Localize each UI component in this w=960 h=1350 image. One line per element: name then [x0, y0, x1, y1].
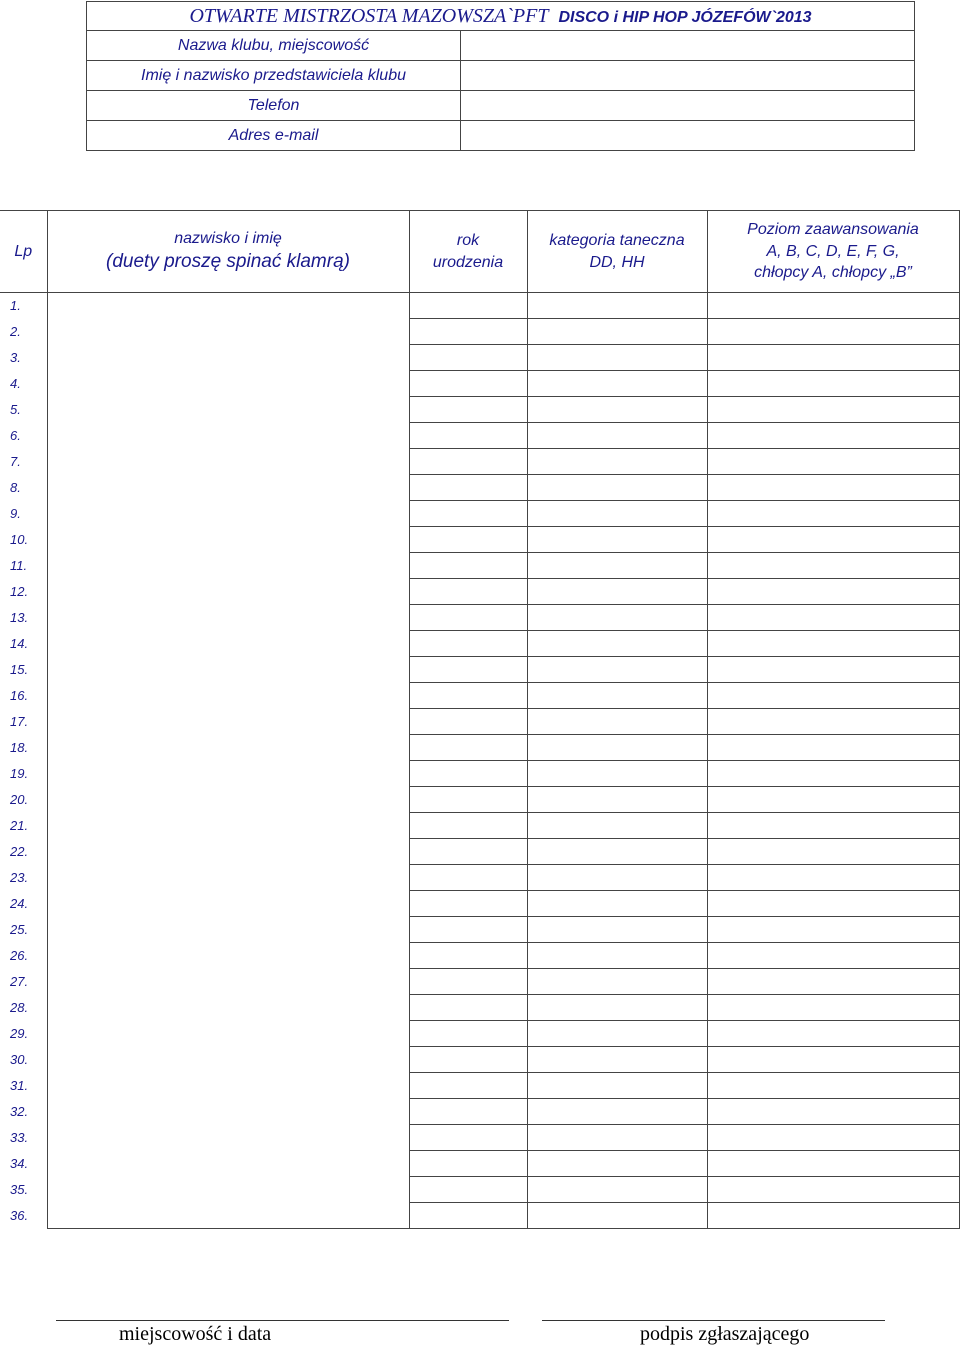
table-row	[0, 293, 959, 319]
birth-year-cell[interactable]	[409, 371, 527, 397]
birth-year-cell[interactable]	[409, 423, 527, 449]
name-cell[interactable]	[47, 761, 409, 787]
row-number: 26.	[0, 943, 47, 969]
level-cell[interactable]	[707, 501, 959, 527]
name-cell[interactable]	[47, 1047, 409, 1073]
name-cell[interactable]	[47, 423, 409, 449]
dance-category-cell[interactable]	[527, 865, 707, 891]
level-cell[interactable]	[707, 943, 959, 969]
table-row	[0, 761, 959, 787]
table-row	[0, 969, 959, 995]
name-cell[interactable]	[47, 917, 409, 943]
col-header-level-line3: chłopcy A, chłopcy „B”	[754, 264, 912, 282]
dance-category-cell[interactable]	[527, 891, 707, 917]
row-number: 15.	[0, 657, 47, 683]
birth-year-cell[interactable]	[409, 475, 527, 501]
name-cell[interactable]	[47, 1151, 409, 1177]
name-cell[interactable]	[47, 345, 409, 371]
table-row	[0, 1099, 959, 1125]
col-header-category-line2: DD, HH	[589, 253, 645, 271]
row-number: 3.	[0, 345, 47, 371]
birth-year-cell[interactable]	[409, 1047, 527, 1073]
name-cell[interactable]	[47, 735, 409, 761]
dance-category-cell[interactable]	[527, 839, 707, 865]
dance-category-cell[interactable]	[527, 1203, 707, 1229]
dance-category-cell[interactable]	[527, 917, 707, 943]
level-cell[interactable]	[707, 865, 959, 891]
level-cell[interactable]	[707, 917, 959, 943]
row-number: 24.	[0, 891, 47, 917]
name-cell[interactable]	[47, 813, 409, 839]
table-row	[0, 839, 959, 865]
birth-year-cell[interactable]	[409, 449, 527, 475]
participants-table	[0, 210, 960, 1229]
level-cell[interactable]	[707, 1021, 959, 1047]
level-cell[interactable]	[707, 1151, 959, 1177]
birth-year-cell[interactable]	[409, 813, 527, 839]
row-number: 2.	[0, 319, 47, 345]
table-row	[0, 631, 959, 657]
table-row	[0, 1021, 959, 1047]
birth-year-cell[interactable]	[409, 605, 527, 631]
table-row	[0, 683, 959, 709]
birth-year-cell[interactable]	[409, 319, 527, 345]
col-header-level-line2: A, B, C, D, E, F, G,	[766, 242, 900, 260]
name-cell[interactable]	[47, 631, 409, 657]
name-cell[interactable]	[47, 865, 409, 891]
row-number: 21.	[0, 813, 47, 839]
dance-category-cell[interactable]	[527, 605, 707, 631]
level-cell[interactable]	[707, 1125, 959, 1151]
level-cell[interactable]	[707, 891, 959, 917]
col-header-name	[47, 211, 409, 293]
col-header-year-line2: urodzenia	[432, 253, 504, 271]
row-number: 22.	[0, 839, 47, 865]
birth-year-cell[interactable]	[409, 761, 527, 787]
row-number: 36.	[0, 1203, 47, 1229]
col-header-level	[707, 211, 959, 293]
dance-category-cell[interactable]	[527, 631, 707, 657]
club-name-field[interactable]	[461, 31, 915, 61]
birth-year-cell[interactable]	[409, 683, 527, 709]
dance-category-cell[interactable]	[527, 345, 707, 371]
dance-category-cell[interactable]	[527, 319, 707, 345]
level-cell[interactable]	[707, 1047, 959, 1073]
birth-year-cell[interactable]	[409, 787, 527, 813]
name-cell[interactable]	[47, 1177, 409, 1203]
participants-body	[0, 293, 959, 1229]
col-header-year-line1: rok	[456, 231, 480, 249]
level-cell[interactable]	[707, 475, 959, 501]
name-cell[interactable]	[47, 787, 409, 813]
birth-year-cell[interactable]	[409, 969, 527, 995]
name-cell[interactable]	[47, 995, 409, 1021]
dance-category-cell[interactable]	[527, 943, 707, 969]
birth-year-cell[interactable]	[409, 657, 527, 683]
name-cell[interactable]	[47, 969, 409, 995]
name-cell[interactable]	[47, 475, 409, 501]
table-row	[0, 501, 959, 527]
dance-category-cell[interactable]	[527, 657, 707, 683]
table-row	[0, 579, 959, 605]
birth-year-cell[interactable]	[409, 527, 527, 553]
dance-category-cell[interactable]	[527, 527, 707, 553]
table-row	[0, 917, 959, 943]
level-cell[interactable]	[707, 449, 959, 475]
birth-year-cell[interactable]	[409, 709, 527, 735]
birth-year-cell[interactable]	[409, 501, 527, 527]
level-cell[interactable]	[707, 1203, 959, 1229]
table-row	[0, 943, 959, 969]
col-header-name-line2: (duety proszę spinać klamrą)	[106, 251, 350, 273]
table-row	[0, 1047, 959, 1073]
birth-year-cell[interactable]	[409, 891, 527, 917]
table-row	[0, 787, 959, 813]
dance-category-cell[interactable]	[527, 1099, 707, 1125]
table-row	[0, 995, 959, 1021]
row-number: 34.	[0, 1151, 47, 1177]
birth-year-cell[interactable]	[409, 1151, 527, 1177]
name-cell[interactable]	[47, 1073, 409, 1099]
dance-category-cell[interactable]	[527, 995, 707, 1021]
birth-year-cell[interactable]	[409, 995, 527, 1021]
col-header-lp	[0, 211, 47, 293]
birth-year-cell[interactable]	[409, 1125, 527, 1151]
dance-category-cell[interactable]	[527, 579, 707, 605]
name-cell[interactable]	[47, 579, 409, 605]
dance-category-cell[interactable]	[527, 1177, 707, 1203]
row-number: 20.	[0, 787, 47, 813]
row-number: 32.	[0, 1099, 47, 1125]
level-cell[interactable]	[707, 683, 959, 709]
table-row	[0, 553, 959, 579]
row-number: 9.	[0, 501, 47, 527]
level-cell[interactable]	[707, 735, 959, 761]
name-cell[interactable]	[47, 449, 409, 475]
name-cell[interactable]	[47, 605, 409, 631]
table-row	[0, 813, 959, 839]
row-number: 11.	[0, 553, 47, 579]
col-header-lp-label: Lp	[14, 242, 33, 260]
row-number: 35.	[0, 1177, 47, 1203]
dance-category-cell[interactable]	[527, 813, 707, 839]
name-cell[interactable]	[47, 1125, 409, 1151]
table-row	[0, 891, 959, 917]
row-number: 12.	[0, 579, 47, 605]
name-cell[interactable]	[47, 319, 409, 345]
dance-category-cell[interactable]	[527, 397, 707, 423]
table-row	[0, 1073, 959, 1099]
dance-category-cell[interactable]	[527, 683, 707, 709]
dance-category-cell[interactable]	[527, 1073, 707, 1099]
birth-year-cell[interactable]	[409, 553, 527, 579]
phone-field[interactable]	[461, 91, 915, 121]
table-row	[0, 865, 959, 891]
table-row	[0, 475, 959, 501]
dance-category-cell[interactable]	[527, 1151, 707, 1177]
table-row	[0, 657, 959, 683]
name-cell[interactable]	[47, 397, 409, 423]
birth-year-cell[interactable]	[409, 735, 527, 761]
level-cell[interactable]	[707, 579, 959, 605]
level-cell[interactable]	[707, 631, 959, 657]
level-cell[interactable]	[707, 761, 959, 787]
birth-year-cell[interactable]	[409, 579, 527, 605]
birth-year-cell[interactable]	[409, 293, 527, 319]
row-number: 7.	[0, 449, 47, 475]
dance-category-cell[interactable]	[527, 787, 707, 813]
name-cell[interactable]	[47, 943, 409, 969]
level-cell[interactable]	[707, 1073, 959, 1099]
level-cell[interactable]	[707, 605, 959, 631]
dance-category-cell[interactable]	[527, 423, 707, 449]
name-cell[interactable]	[47, 891, 409, 917]
level-cell[interactable]	[707, 371, 959, 397]
level-cell[interactable]	[707, 397, 959, 423]
dance-category-cell[interactable]	[527, 1021, 707, 1047]
email-label: Adres e-mail	[87, 121, 461, 151]
place-date-label: miejscowość i data	[119, 1323, 272, 1345]
table-row	[0, 1151, 959, 1177]
level-cell[interactable]	[707, 1099, 959, 1125]
level-cell[interactable]	[707, 553, 959, 579]
col-header-category	[527, 211, 707, 293]
table-row	[0, 1203, 959, 1229]
participants-header-row	[0, 211, 959, 293]
dance-category-cell[interactable]	[527, 475, 707, 501]
name-cell[interactable]	[47, 371, 409, 397]
row-number: 31.	[0, 1073, 47, 1099]
title-event: DISCO i HIP HOP JÓZEFÓW`2013	[558, 8, 812, 26]
level-cell[interactable]	[707, 787, 959, 813]
dance-category-cell[interactable]	[527, 293, 707, 319]
dance-category-cell[interactable]	[527, 553, 707, 579]
signature-line	[542, 1320, 885, 1350]
row-number: 33.	[0, 1125, 47, 1151]
level-cell[interactable]	[707, 527, 959, 553]
row-number: 29.	[0, 1021, 47, 1047]
level-cell[interactable]	[707, 969, 959, 995]
dance-category-cell[interactable]	[527, 501, 707, 527]
representative-field[interactable]	[461, 61, 915, 91]
level-cell[interactable]	[707, 293, 959, 319]
level-cell[interactable]	[707, 839, 959, 865]
table-row	[0, 397, 959, 423]
level-cell[interactable]	[707, 995, 959, 1021]
name-cell[interactable]	[47, 293, 409, 319]
birth-year-cell[interactable]	[409, 397, 527, 423]
table-row	[0, 319, 959, 345]
birth-year-cell[interactable]	[409, 1073, 527, 1099]
phone-label: Telefon	[87, 91, 461, 121]
name-cell[interactable]	[47, 683, 409, 709]
name-cell[interactable]	[47, 657, 409, 683]
title-championship: OTWARTE MISTRZOSTA MAZOWSZA`PFT	[189, 4, 549, 27]
name-cell[interactable]	[47, 1099, 409, 1125]
table-row	[0, 709, 959, 735]
name-cell[interactable]	[47, 1021, 409, 1047]
birth-year-cell[interactable]	[409, 1203, 527, 1229]
row-number: 13.	[0, 605, 47, 631]
col-header-level-line1: Poziom zaawansowania	[747, 221, 919, 239]
row-number: 25.	[0, 917, 47, 943]
birth-year-cell[interactable]	[409, 943, 527, 969]
table-row	[0, 371, 959, 397]
birth-year-cell[interactable]	[409, 1021, 527, 1047]
table-row	[0, 423, 959, 449]
birth-year-cell[interactable]	[409, 345, 527, 371]
level-cell[interactable]	[707, 709, 959, 735]
dance-category-cell[interactable]	[527, 969, 707, 995]
name-cell[interactable]	[47, 527, 409, 553]
table-row	[0, 1177, 959, 1203]
birth-year-cell[interactable]	[409, 631, 527, 657]
row-number: 16.	[0, 683, 47, 709]
row-number: 28.	[0, 995, 47, 1021]
col-header-category-line1: kategoria taneczna	[549, 231, 685, 249]
signature-label: podpis zgłaszającego	[640, 1323, 810, 1345]
representative-label: Imię i nazwisko przedstawiciela klubu	[87, 61, 461, 91]
level-cell[interactable]	[707, 813, 959, 839]
birth-year-cell[interactable]	[409, 865, 527, 891]
level-cell[interactable]	[707, 1177, 959, 1203]
name-cell[interactable]	[47, 1203, 409, 1229]
club-info-table	[86, 1, 915, 151]
dance-category-cell[interactable]	[527, 1047, 707, 1073]
dance-category-cell[interactable]	[527, 709, 707, 735]
dance-category-cell[interactable]	[527, 371, 707, 397]
table-row	[0, 605, 959, 631]
birth-year-cell[interactable]	[409, 1099, 527, 1125]
club-name-label: Nazwa klubu, miejscowość	[87, 31, 461, 61]
table-row	[0, 735, 959, 761]
dance-category-cell[interactable]	[527, 761, 707, 787]
col-header-year	[409, 211, 527, 293]
row-number: 10.	[0, 527, 47, 553]
row-number: 5.	[0, 397, 47, 423]
row-number: 8.	[0, 475, 47, 501]
row-number: 18.	[0, 735, 47, 761]
row-number: 30.	[0, 1047, 47, 1073]
level-cell[interactable]	[707, 345, 959, 371]
dance-category-cell[interactable]	[527, 1125, 707, 1151]
birth-year-cell[interactable]	[409, 917, 527, 943]
row-number: 1.	[0, 293, 47, 319]
table-row	[0, 345, 959, 371]
table-row	[0, 1125, 959, 1151]
row-number: 6.	[0, 423, 47, 449]
row-number: 14.	[0, 631, 47, 657]
table-row	[0, 527, 959, 553]
name-cell[interactable]	[47, 553, 409, 579]
name-cell[interactable]	[47, 839, 409, 865]
name-cell[interactable]	[47, 501, 409, 527]
row-number: 19.	[0, 761, 47, 787]
row-number: 27.	[0, 969, 47, 995]
col-header-name-line1: nazwisko i imię	[174, 229, 282, 247]
form-title	[87, 2, 915, 31]
place-date-signature-line	[56, 1320, 509, 1350]
level-cell[interactable]	[707, 319, 959, 345]
dance-category-cell[interactable]	[527, 449, 707, 475]
birth-year-cell[interactable]	[409, 839, 527, 865]
row-number: 4.	[0, 371, 47, 397]
name-cell[interactable]	[47, 709, 409, 735]
email-field[interactable]	[461, 121, 915, 151]
row-number: 23.	[0, 865, 47, 891]
table-row	[0, 449, 959, 475]
level-cell[interactable]	[707, 423, 959, 449]
level-cell[interactable]	[707, 657, 959, 683]
dance-category-cell[interactable]	[527, 735, 707, 761]
birth-year-cell[interactable]	[409, 1177, 527, 1203]
row-number: 17.	[0, 709, 47, 735]
